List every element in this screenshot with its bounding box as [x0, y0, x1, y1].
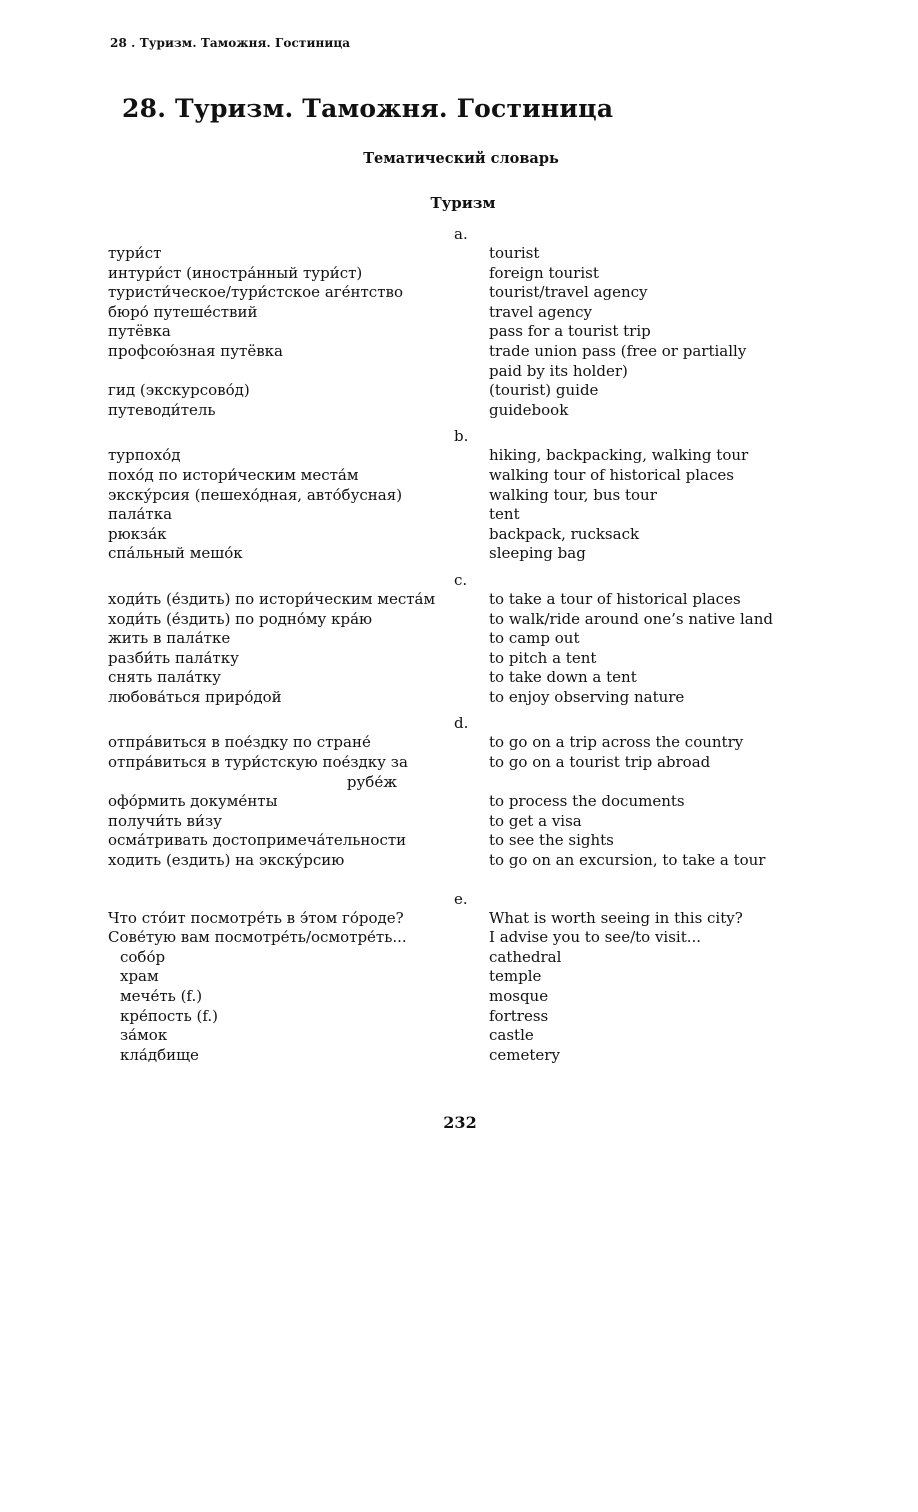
vocab-entry	[108, 505, 828, 525]
russian-term-text: интури́ст (иностра́нный тури́ст)	[108, 263, 363, 282]
vocab-entry	[108, 303, 828, 323]
vocab-entry	[108, 948, 828, 968]
russian-term-text: Что сто́ит посмотре́ть в э́том го́роде?	[108, 908, 404, 927]
russian-term	[108, 381, 489, 401]
english-translation: walking tour of historical places	[489, 465, 734, 484]
running-head: 28 . Туризм. Таможня. Гостиница	[110, 36, 351, 50]
vocab-entry	[108, 967, 828, 987]
russian-term-text: Сове́тую вам посмотре́ть/осмотре́ть...	[108, 928, 407, 947]
russian-term	[108, 688, 489, 708]
russian-term-text: рюкза́к	[108, 524, 167, 543]
russian-term-text: ходи́ть (е́здить) по истори́ческим места́м	[108, 589, 436, 608]
vocab-entry	[108, 1046, 828, 1066]
vocab-section	[108, 426, 828, 570]
vocab-entry	[108, 486, 828, 506]
vocab-entry	[108, 987, 828, 1007]
vocab-entry	[108, 629, 828, 649]
russian-term	[108, 928, 489, 948]
russian-term	[108, 1007, 489, 1027]
english-translation: walking tour, bus tour	[489, 485, 657, 504]
russian-term-text: путеводи́тель	[108, 400, 216, 419]
english-translation: sleeping bag	[489, 544, 586, 563]
vocab-entry	[108, 544, 828, 564]
vocab-entry	[108, 753, 828, 792]
russian-term	[108, 1046, 489, 1066]
russian-term-text: турпохо́д	[108, 446, 181, 465]
english-translation: tourist/travel agency	[489, 283, 648, 302]
english-translation: hiking, backpacking, walking tour	[489, 446, 749, 465]
vocab-entry	[108, 909, 828, 929]
russian-term-text: собо́р	[120, 947, 166, 966]
english-translation: to get a visa	[489, 811, 582, 830]
russian-term	[108, 525, 489, 545]
english-translation: tourist	[489, 244, 540, 262]
section-label: e.	[454, 889, 468, 908]
english-translation: I advise you to see/to visit...	[489, 928, 702, 947]
russian-term	[108, 629, 489, 649]
section-title: Туризм	[430, 194, 496, 212]
russian-term-text: осма́тривать достопримеча́тельности	[108, 831, 407, 850]
russian-term	[108, 987, 489, 1007]
russian-term-text: офо́рмить докуме́нты	[108, 792, 278, 811]
russian-term	[108, 466, 489, 486]
russian-term	[108, 342, 489, 362]
vocab-entry	[108, 1026, 828, 1046]
vocab-entry	[108, 831, 828, 851]
english-translation: travel agency	[489, 302, 593, 321]
vocab-entry	[108, 381, 828, 401]
vocab-entry	[108, 851, 828, 871]
russian-term	[108, 753, 489, 792]
english-translation: pass for a tourist trip	[489, 322, 651, 341]
vocab-section	[108, 570, 828, 714]
russian-term-text: отпра́виться в пое́здку по стране́	[108, 733, 371, 752]
russian-term	[108, 401, 489, 421]
russian-term-text: мече́ть (f.)	[120, 987, 203, 1005]
russian-term-text: храм	[120, 967, 159, 986]
english-translation: What is worth seeing in this city?	[489, 908, 743, 927]
section-label: b.	[454, 427, 469, 446]
vocab-entry	[108, 525, 828, 545]
english-translation: backpack, rucksack	[489, 524, 640, 543]
vocab-section	[108, 889, 828, 1066]
russian-term-text: туристи́ческое/тури́стское аге́нтство	[108, 283, 403, 302]
english-translation: trade union pass (free or partially	[489, 341, 747, 360]
russian-term	[108, 1026, 489, 1046]
russian-term-continuation: рубе́ж	[346, 772, 397, 791]
vocab-entry	[108, 928, 828, 948]
vocab-entry	[108, 792, 828, 812]
russian-term-text: спа́льный мешо́к	[108, 544, 243, 563]
english-translation: mosque	[489, 987, 549, 1005]
russian-term-text: тури́ст	[108, 244, 162, 262]
english-translation: castle	[489, 1026, 534, 1045]
vocab-entry	[108, 446, 828, 466]
english-translation: to go on an excursion, to take a tour	[489, 851, 766, 870]
section-label: d.	[454, 714, 469, 733]
russian-term	[108, 446, 489, 466]
english-translation: temple	[489, 967, 542, 986]
section-label: c.	[454, 570, 468, 589]
russian-term	[108, 544, 489, 564]
russian-term-text: экску́рсия (пешехо́дная, авто́бусная)	[108, 485, 403, 504]
english-translation: to enjoy observing nature	[489, 687, 685, 706]
vocab-entry	[108, 812, 828, 832]
chapter-title: 28. Туризм. Таможня. Гостиница	[122, 94, 614, 123]
russian-term	[108, 244, 489, 264]
russian-term-text: гид (экскурсово́д)	[108, 381, 250, 400]
russian-term	[108, 303, 489, 323]
russian-term-text: за́мок	[120, 1026, 168, 1045]
russian-term	[108, 733, 489, 753]
russian-term	[108, 851, 489, 871]
english-translation: to process the documents	[489, 792, 685, 811]
russian-term	[108, 322, 489, 342]
vocab-entry	[108, 668, 828, 688]
russian-term	[108, 831, 489, 851]
english-translation: to see the sights	[489, 831, 614, 850]
vocab-entry	[108, 466, 828, 486]
vocab-section	[108, 224, 828, 426]
vocab-entry	[108, 362, 828, 382]
vocab-entry	[108, 322, 828, 342]
russian-term-text: путёвка	[108, 322, 171, 341]
russian-term-text: бюро́ путеше́ствий	[108, 302, 258, 321]
page-number: 232	[443, 1113, 477, 1132]
russian-term-text: профсою́зная путёвка	[108, 341, 283, 360]
russian-term	[108, 967, 489, 987]
russian-term	[108, 264, 489, 284]
russian-term	[108, 668, 489, 688]
russian-term-text: любова́ться приро́дой	[108, 687, 282, 706]
subtitle: Тематический словарь	[363, 150, 559, 167]
vocab-section	[108, 713, 828, 888]
english-translation: cemetery	[489, 1045, 560, 1064]
russian-term	[108, 812, 489, 832]
russian-term-text: ходи́ть (е́здить) по родно́му кра́ю	[108, 609, 373, 628]
vocab-entry	[108, 1007, 828, 1027]
english-translation: foreign tourist	[489, 263, 599, 282]
vocab-entry	[108, 688, 828, 708]
russian-term	[108, 362, 489, 382]
vocab-entry	[108, 590, 828, 610]
english-translation: to pitch a tent	[489, 648, 597, 667]
vocabulary-list	[108, 224, 828, 1065]
russian-term	[108, 486, 489, 506]
russian-term	[108, 909, 489, 929]
vocab-entry	[108, 401, 828, 421]
russian-term	[108, 505, 489, 525]
english-translation: to go on a tourist trip abroad	[489, 753, 711, 772]
russian-term	[108, 610, 489, 630]
vocab-entry	[108, 610, 828, 630]
russian-term-text: снять пала́тку	[108, 668, 222, 687]
vocab-entry	[108, 244, 828, 264]
russian-term-text: разби́ть пала́тку	[108, 648, 239, 667]
section-spacer	[108, 871, 828, 889]
english-translation: tent	[489, 505, 520, 524]
russian-term-text: пала́тка	[108, 505, 173, 524]
vocab-entry	[108, 342, 828, 362]
english-translation: to take a tour of historical places	[489, 589, 741, 608]
english-translation: to walk/ride around one’s native land	[489, 609, 773, 628]
russian-term	[108, 590, 489, 610]
section-label: a.	[454, 225, 468, 243]
russian-term	[108, 948, 489, 968]
russian-term-text: получи́ть ви́зу	[108, 811, 222, 830]
vocab-entry	[108, 264, 828, 284]
russian-term	[108, 649, 489, 669]
russian-term-text: ходить (ездить) на экску́рсию	[108, 851, 345, 870]
vocab-entry	[108, 733, 828, 753]
english-translation: cathedral	[489, 947, 562, 966]
english-translation: (tourist) guide	[489, 381, 599, 400]
russian-term-text: кре́пость (f.)	[120, 1006, 219, 1025]
vocab-entry	[108, 649, 828, 669]
russian-term-text: отпра́виться в тури́стскую пое́здку за	[108, 753, 408, 772]
russian-term-text: жить в пала́тке	[108, 629, 231, 648]
english-translation: paid by its holder)	[489, 361, 628, 380]
english-translation: to camp out	[489, 629, 580, 648]
russian-term-text: похо́д по истори́ческим места́м	[108, 465, 359, 484]
english-translation: guidebook	[489, 400, 569, 419]
vocab-entry	[108, 283, 828, 303]
russian-term-text: кла́дбище	[120, 1045, 199, 1064]
english-translation: to take down a tent	[489, 668, 637, 687]
english-translation: to go on a trip across the country	[489, 733, 744, 752]
russian-term	[108, 792, 489, 812]
english-translation: fortress	[489, 1006, 549, 1025]
russian-term	[108, 283, 489, 303]
